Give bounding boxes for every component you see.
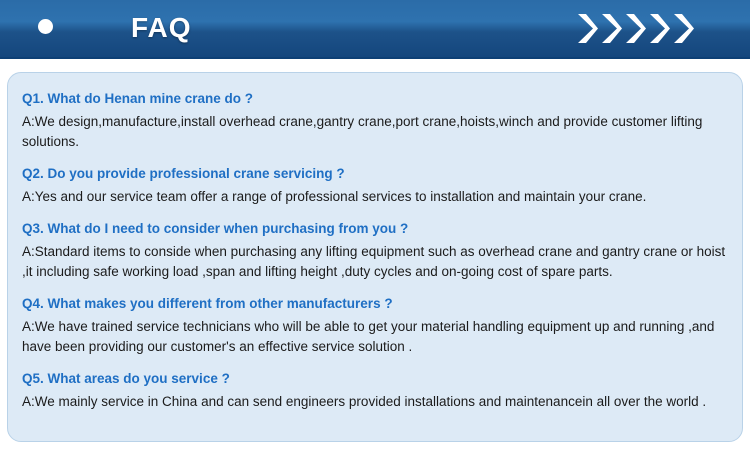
chevron-right-icon: [601, 13, 623, 44]
chevron-right-icon: [673, 13, 695, 44]
list-item: [22, 369, 728, 412]
list-item: [22, 294, 728, 357]
faq-question: Q5. What areas do you service ?: [22, 371, 230, 386]
header-inner: [0, 0, 750, 57]
faq-panel: [7, 72, 743, 442]
circle-bullet-icon: [38, 19, 53, 34]
list-item: [22, 89, 728, 152]
chevron-right-icon: [625, 13, 647, 44]
chevron-group: [577, 13, 695, 44]
page-title: FAQ: [131, 12, 192, 43]
faq-list: [22, 89, 728, 412]
chevron-right-icon: [577, 13, 599, 44]
faq-question: Q1. What do Henan mine crane do ?: [22, 91, 254, 106]
faq-question: Q2. Do you provide professional crane servicing ?: [22, 166, 345, 181]
list-item: [22, 164, 728, 207]
faq-question: Q4. What makes you different from other manufacturers ?: [22, 296, 393, 311]
faq-question: Q3. What do I need to consider when purchasing from you ?: [22, 221, 409, 236]
faq-answer: A:We have trained service technicians who will be able to get your material handling equipment up and running ,and have been providing our customer's an effective service solution .: [22, 319, 715, 354]
faq-answer: A:Yes and our service team offer a range of professional services to installation and maintain your crane.: [22, 189, 647, 204]
chevron-right-icon: [649, 13, 671, 44]
faq-answer: A:We design,manufacture,install overhead crane,gantry crane,port crane,hoists,winch and provide customer lifting solutions.: [22, 114, 703, 149]
list-item: [22, 219, 728, 282]
faq-answer: A:Standard items to conside when purchasing any lifting equipment such as overhead crane and gantry crane or hoist ,it including safe working load ,span and lifting height ,duty cycles and on-going cost of spare parts.: [22, 244, 726, 279]
page-header: [0, 0, 750, 59]
faq-answer: A:We mainly service in China and can send engineers provided installations and maintenancein all over the world .: [22, 394, 707, 409]
